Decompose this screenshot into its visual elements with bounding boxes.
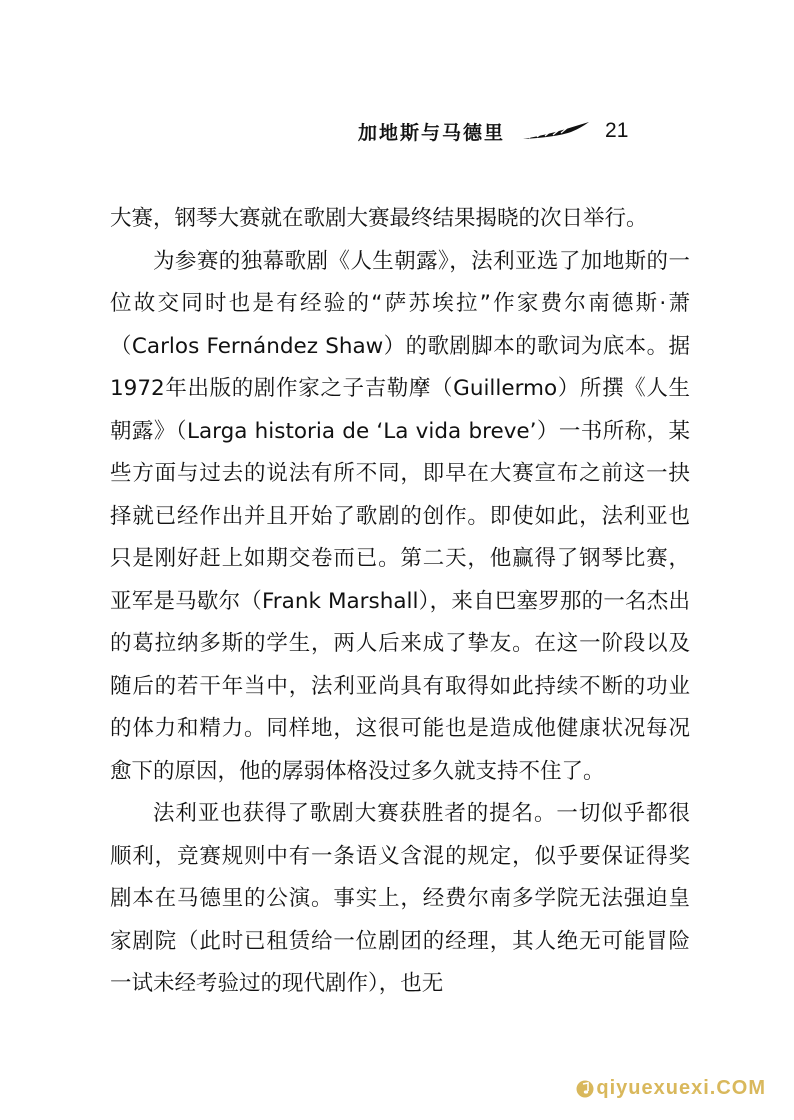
paragraph-2: 为参赛的独幕歌剧《人生朝露》，法利亚选了加地斯的一位故交同时也是有经验的“萨苏埃拉”作家费尔南德斯·萧（Carlos Fernández Shaw）的歌剧脚本的歌词为底本。据1972年出版的剧作家之子吉勒摩（Guillermo）所撰《人生朝露》（Larga historia de ‘La vida breve’）一书所称，某些方面与过去的说法有所不同，即早在大赛宣布之前这一抉择就已经作出并且开始了歌剧的创作。即使如此，法利亚也只是刚好赶上如期交卷而已。第二天，他赢得了钢琴比赛，亚军是马歇尔（Frank Marshall），来自巴塞罗那的一名杰出的葛拉纳多斯的学生，两人后来成了挚友。在这一阶段以及随后的若干年当中，法利亚尚具有取得如此持续不断的功业的体力和精力。同样地，这很可能也是造成他健康状况每况愈下的原因，他的孱弱体格没过多久就支持不住了。 xyxy=(110,248,690,784)
header-title: 加地斯与马德里 xyxy=(358,121,506,144)
running-header xyxy=(358,116,628,146)
site-watermark xyxy=(576,1077,766,1100)
paragraph-1: 大赛，钢琴大赛就在歌剧大赛最终结果揭晓的次日举行。 xyxy=(110,206,648,231)
page-number: 21 xyxy=(605,119,629,142)
music-note-icon xyxy=(576,1080,594,1098)
feather-ornament-icon xyxy=(521,121,591,141)
watermark-text: qiyuexuexi.COM xyxy=(596,1077,766,1099)
paragraph-3: 法利亚也获得了歌剧大赛获胜者的提名。一切似乎都很顺利，竞赛规则中有一条语义含混的规定，似乎要保证得奖剧本在马德里的公演。事实上，经费尔南多学院无法强迫皇家剧院（此时已租赁给一位剧团的经理，其人绝无可能冒险一试未经考验过的现代剧作），也无 xyxy=(110,801,690,996)
body-text xyxy=(110,198,690,1006)
